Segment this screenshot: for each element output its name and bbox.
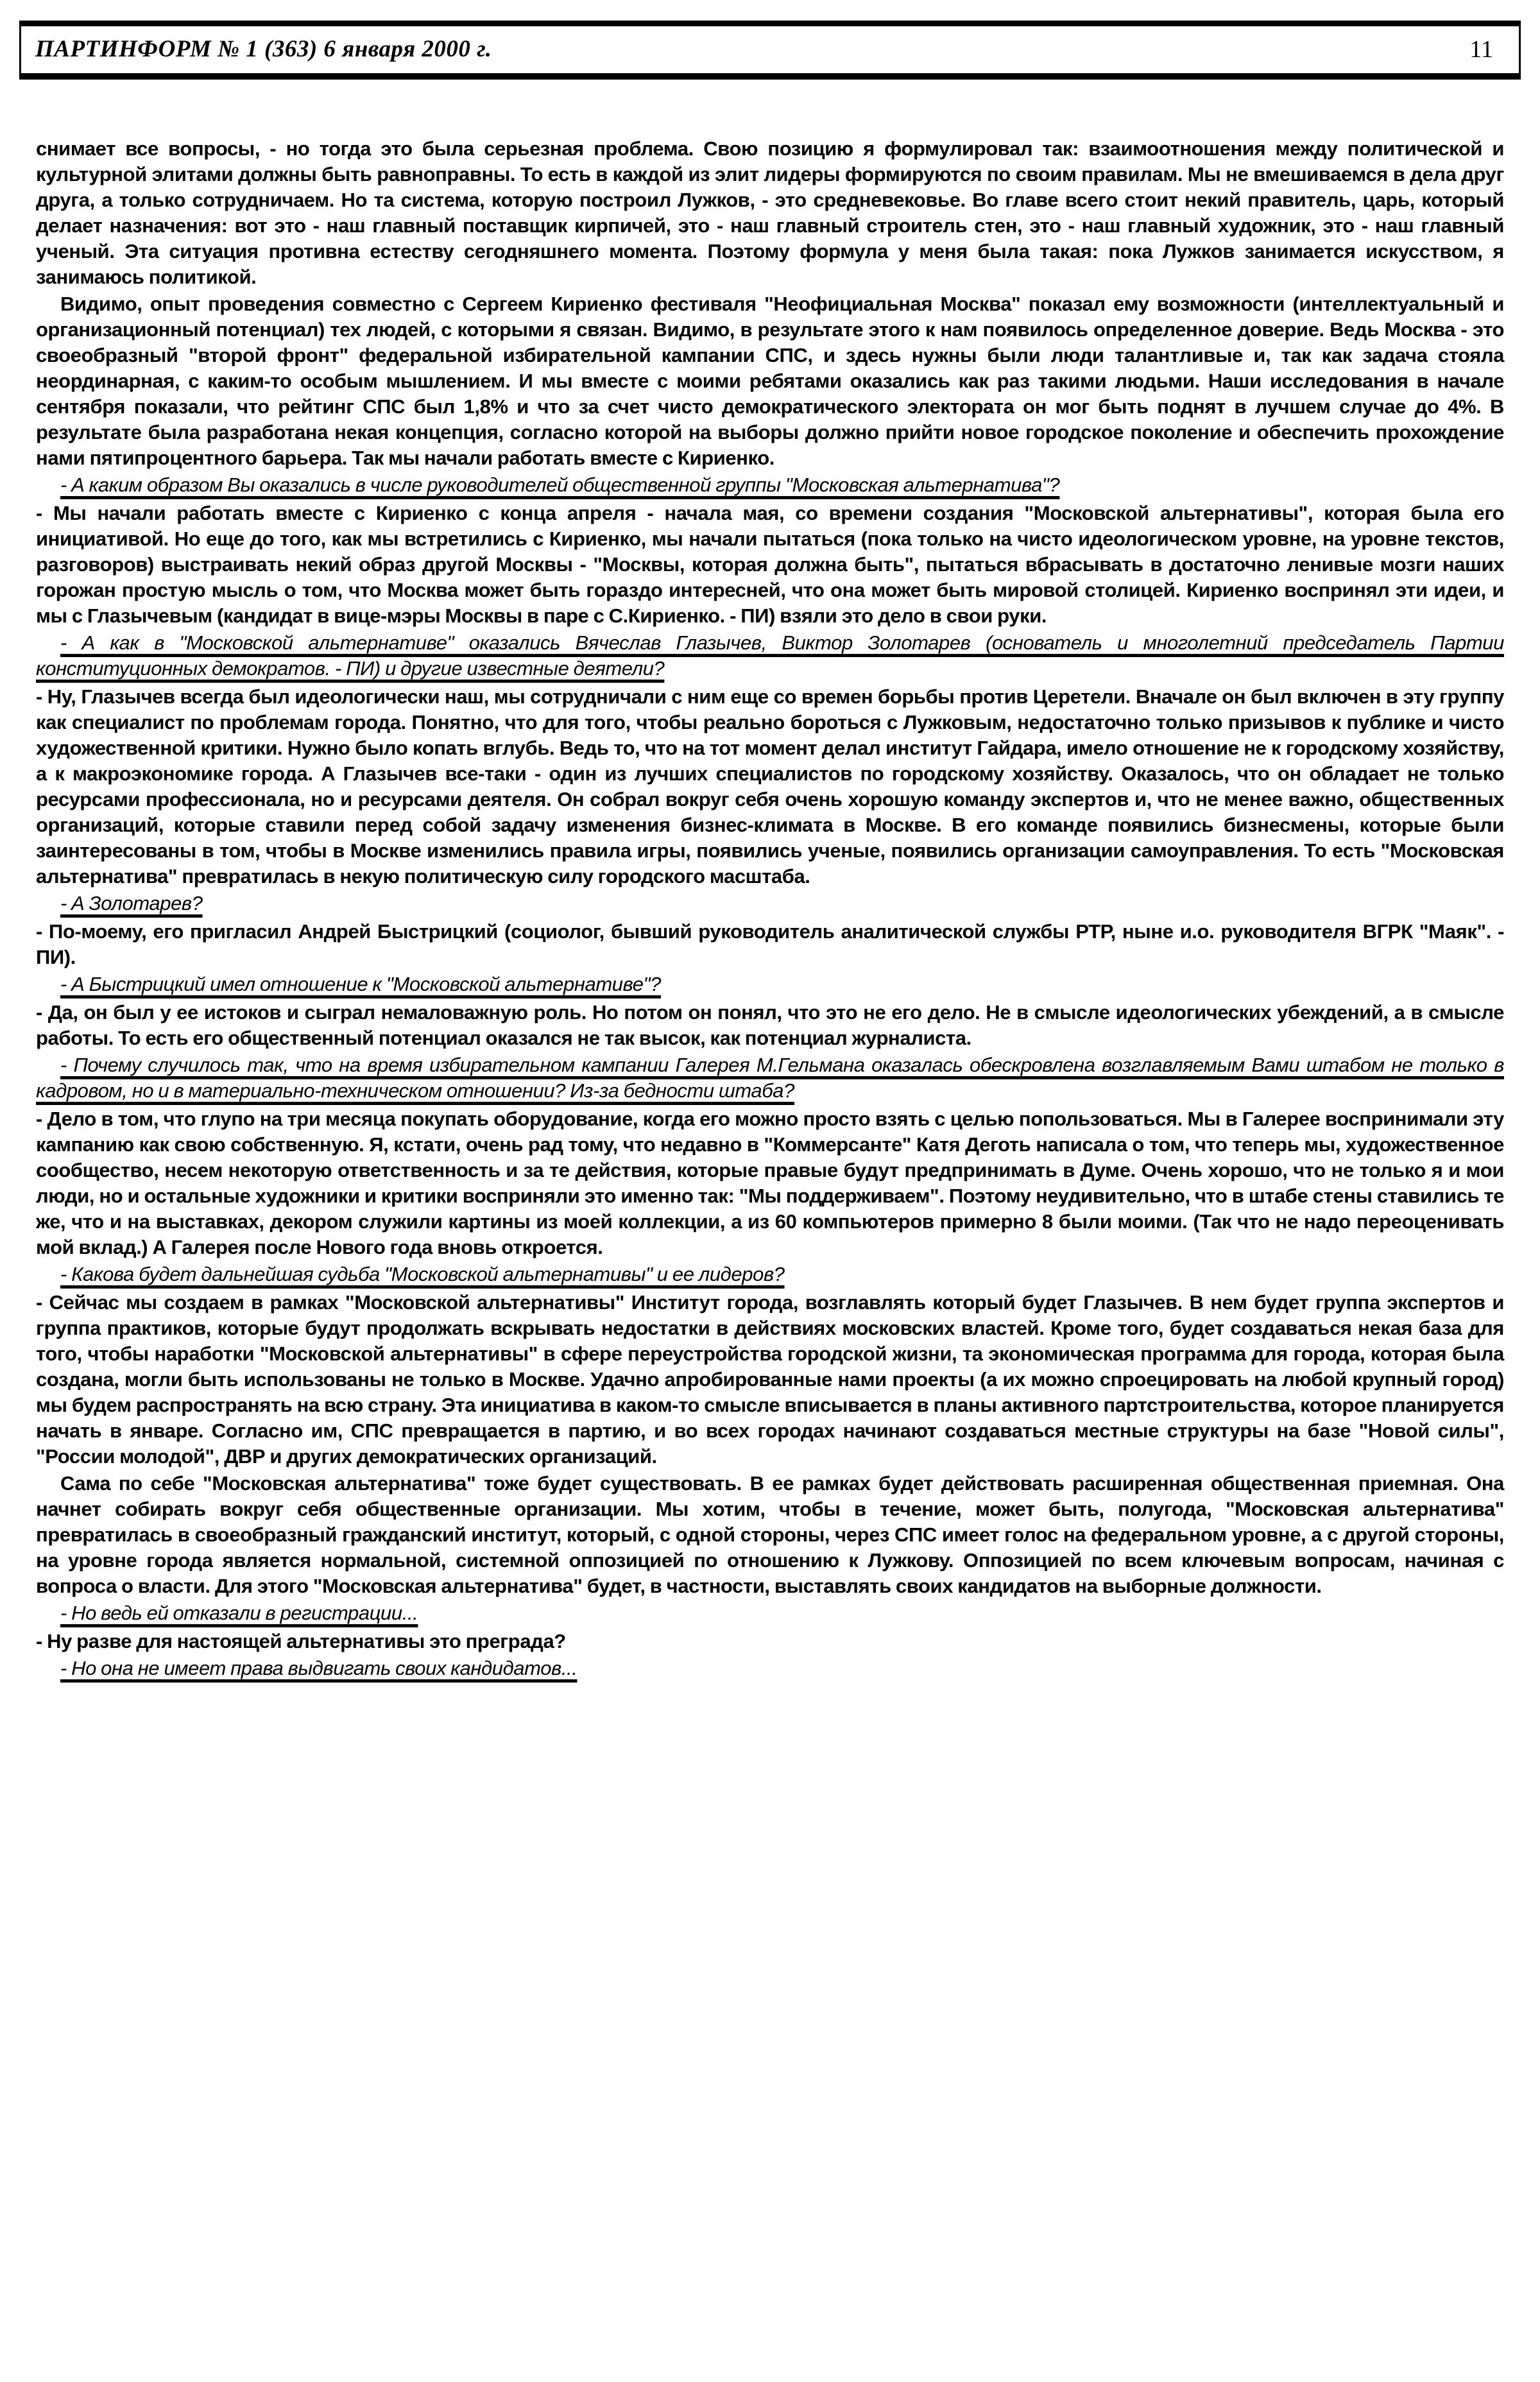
interview-question: - Но ведь ей отказали в регистрации... [60, 1602, 418, 1624]
interview-question: - А Золотарев? [60, 892, 203, 914]
page-number: 11 [1469, 35, 1493, 63]
interview-question: - Почему случилось так, что на время избирательном кампании Галерея М.Гельмана оказалась обескровлена возглавляемым Вами штабом не только в кадровом, но и в материально-техническом отношении? Из-за бедности штаба? [36, 1054, 1504, 1102]
interview-answer: - Ну, Глазычев всегда был идеологически наш, мы сотрудничали с ним еще со времен борьбы против Церетели. Вначале он был включен в эту группу как специалист по проблемам города. Понятно, что для того, чтобы реально бороться с Лужковым, недостаточно только призывов к публике и чисто художественной критики. Нужно было копать вглубь. Ведь то, что на тот момент делал институт Гайдара, имело отношение не к городскому хозяйству, а к макроэкономике города. А Глазычев все-таки - один из лучших специалистов по городскому хозяйству. Оказалось, что он обладает не только ресурсами профессионала, но и ресурсами деятеля. Он собрал вокруг себя очень хорошую команду экспертов и, что не менее важно, общественных организаций, которые ставили перед собой задачу изменения бизнес-климата в Москве. В его команде появились бизнесмены, которые были заинтересованы в том, чтобы в Москве изменились правила игры, появились ученые, появились организации самоуправления. То есть "Московская альтернатива" превратилась в некую политическую силу городского масштаба. [36, 685, 1504, 887]
interview-answer: - Дело в том, что глупо на три месяца покупать оборудование, когда его можно просто взять с целью попользоваться. Мы в Галерее воспринимали эту кампанию как свою собственную. Я, кстати, очень рад тому, что недавно в "Коммерсанте" Катя Деготь написала о том, что теперь мы, художественное сообщество, несем некоторую ответственность и за те действия, которые правые будут предпринимать в Думе. Очень хорошо, что не только я и мои люди, но и остальные художники и критики восприняли это именно так: "Мы поддерживаем". Поэтому неудивительно, что в штабе стены ставились те же, что и на выставках, декором служили картины из моей коллекции, а из 60 компьютеров примерно 8 были моими. (Так что не надо переоценивать мой вклад.) А Галерея после Нового года вновь откроется. [36, 1108, 1504, 1258]
article-body [36, 136, 1504, 1681]
interview-answer: - Сейчас мы создаем в рамках "Московской альтернативы" Институт города, возглавлять который будет Глазычев. В нем будет группа экспертов и группа практиков, которые будут продолжать вскрывать недостатки в действиях московских властей. Кроме того, будет создаваться некая база для того, чтобы наработки "Московской альтернативы" в сфере переустройства городской жизни, та экономическая программа для города, которая была создана, могли быть использованы не только в Москве. Удачно апробированные нами проекты (а их можно спроецировать на любой крупный город) мы будем распространять на всю страну. Эта инициатива в каком-то смысле вписывается в планы активного партстроительства, которое планируется начать в январе. Согласно им, СПС превращается в партию, и во всех городах начинают создаваться местные структуры на базе "Новой силы", "России молодой", ДВР и других демократических организаций. [36, 1291, 1504, 1468]
interview-answer: - Мы начали работать вместе с Кириенко с конца апреля - начала мая, со времени создания "Московской альтернативы", которая была его инициативой. Но еще до того, как мы встретились с Кириенко, мы начали пытаться (пока только на чисто идеологическом уровне, на уровне текстов, разговоров) выстраивать некий образ другой Москвы - "Москвы, которая должна быть", пытаться вбрасывать в достаточно ленивые мозги наших горожан простую мысль о том, что Москва может быть гораздо интересней, что она может быть мировой столицей. Кириенко воспринял эти идеи, и мы с Глазычевым (кандидат в вице-мэры Москвы в паре с С.Кириенко. - ПИ) взяли это дело в свои руки. [36, 502, 1504, 627]
interview-answer: - Ну разве для настоящей альтернативы это преграда? [36, 1630, 566, 1652]
page-header [19, 21, 1521, 80]
newsletter-title: ПАРТИНФОРМ № 1 (363) 6 января 2000 г. [35, 36, 492, 62]
body-paragraph: снимает все вопросы, - но тогда это была серьезная проблема. Свою позицию я формулировал так: взаимоотношения между политической и культурной элитами должны быть равноправны. То есть в каждой из элит лидеры формируются по своим правилам. Мы не вмешиваемся в дела друг друга, а только сотрудничаем. Но та система, которую построил Лужков, - это средневековье. Во главе всего стоит некий правитель, царь, который делает назначения: вот это - наш главный поставщик кирпичей, это - наш главный строитель стен, это - наш главный художник, это - наш главный ученый. Эта ситуация противна естеству сегодняшнего момента. Поэтому формула у меня была такая: пока Лужков занимается искусством, я занимаюсь политикой. [36, 137, 1504, 288]
interview-question: - Но она не имеет права выдвигать своих кандидатов... [60, 1657, 578, 1679]
interview-answer: - По-моему, его пригласил Андрей Быстрицкий (социолог, бывший руководитель аналитической службы РТР, ныне и.о. руководителя ВГРК "Маяк". - ПИ). [36, 920, 1504, 968]
interview-answer: - Да, он был у ее истоков и сыграл немаловажную роль. Но потом он понял, что это не его дело. Не в смысле идеологических убеждений, а в смысле работы. То есть его общественный потенциал оказался не так высок, как потенциал журналиста. [36, 1001, 1504, 1049]
interview-question: - А каким образом Вы оказались в числе руководителей общественной группы "Московская альтернатива"? [60, 474, 1060, 496]
interview-question: - Какова будет дальнейшая судьба "Московской альтернативы" и ее лидеров? [60, 1263, 785, 1285]
body-paragraph: Сама по себе "Московская альтернатива" тоже будет существовать. В ее рамках будет действовать расширенная общественная приемная. Она начнет собирать вокруг себя общественные организации. Мы хотим, чтобы в течение, может быть, полугода, "Московская альтернатива" превратилась в своеобразный гражданский институт, который, с одной стороны, через СПС имеет голос на федеральном уровне, а с другой стороны, на уровне города является нормальной, системной оппозицией по отношению к Лужкову. Оппозицией по всем ключевым вопросам, начиная с вопроса о власти. Для этого "Московская альтернатива" будет, в частности, выставлять своих кандидатов на выборные должности. [36, 1472, 1504, 1597]
interview-question: - А Быстрицкий имел отношение к "Московской альтернативе"? [60, 973, 661, 995]
body-paragraph: Видимо, опыт проведения совместно с Сергеем Кириенко фестиваля "Неофициальная Москва" показал ему возможности (интеллектуальный и организационный потенциал) тех людей, с которыми я связан. Видимо, в результате этого к нам появилось определенное доверие. Ведь Москва - это своеобразный "второй фронт" федеральной избирательной кампании СПС, и здесь нужны были люди талантливые и, так как задача стояла неординарная, с каким-то особым мышлением. И мы вместе с моими ребятами оказались как раз такими людьми. Наши исследования в начале сентября показали, что рейтинг СПС был 1,8% и что за счет чисто демократического электората он мог быть поднят в лучшем случае до 4%. В результате была разработана некая концепция, согласно которой на выборы должно прийти новое городское поколение и обеспечить прохождение нами пятипроцентного барьера. Так мы начали работать вместе с Кириенко. [36, 293, 1504, 469]
interview-question: - А как в "Московской альтернативе" оказались Вячеслав Глазычев, Виктор Золотарев (основатель и многолетний председатель Партии конституционных демократов. - ПИ) и другие известные деятели? [36, 631, 1504, 680]
